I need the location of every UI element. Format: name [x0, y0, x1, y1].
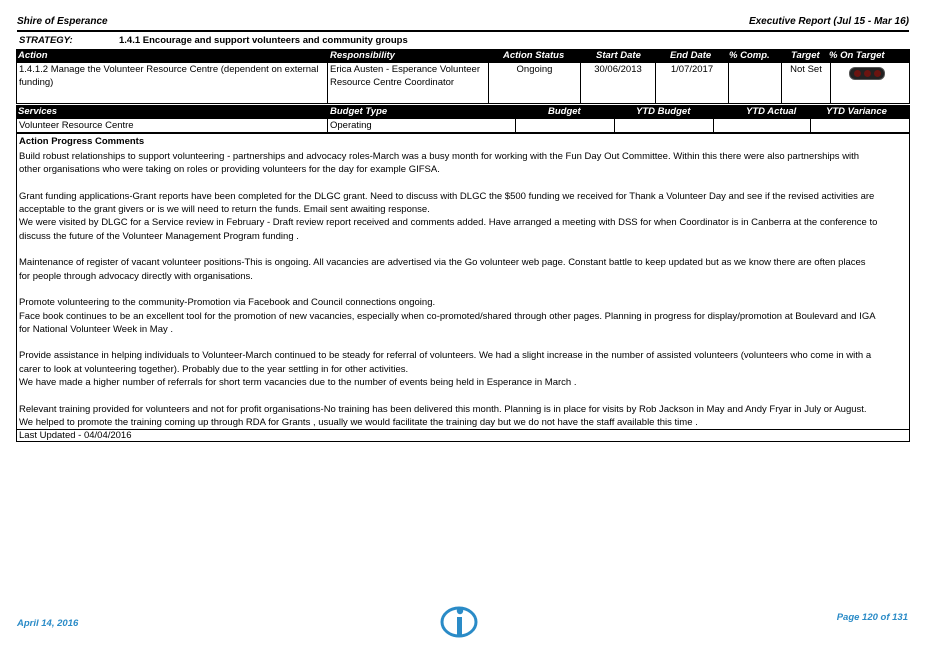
col-budget: Budget	[548, 106, 581, 117]
status-cell: Ongoing	[488, 62, 581, 104]
comment-paragraph: Relevant training provided for volunteers and not for profit organisations-No training has been delivered this month. Planning is in place for visits by Rob Jackson in May and Andy Fryar in July or August. We helped to promote the training coming up through RDA for Grants , usually we would facilitate the training day but we do not have the staff available this time .	[19, 403, 867, 428]
col-ytd-variance: YTD Variance	[826, 106, 887, 117]
report-title: Executive Report (Jul 15 - Mar 16)	[748, 16, 909, 27]
col-responsibility: Responsibility	[330, 50, 395, 61]
col-end: End Date	[670, 50, 712, 61]
action-progress-comments	[16, 133, 910, 442]
light-red-3	[874, 70, 881, 77]
services-cell: Volunteer Resource Centre	[16, 118, 328, 133]
col-on-target: % On Target	[829, 50, 885, 61]
comment-paragraph: Maintenance of register of vacant volunteer positions-This is ongoing. All vacancies are advertised via the Go volunteer web page. Constant battle to keep updated but as we know there are often places for people through advocacy directly with organisations.	[19, 257, 866, 282]
strategy-value: 1.4.1 Encourage and support volunteers and community groups	[119, 35, 408, 46]
comments-body	[19, 150, 879, 429]
col-ytd-budget: YTD Budget	[636, 106, 691, 117]
logo-icon	[439, 603, 479, 639]
comment-paragraph: Grant funding applications-Grant reports have been completed for the DLGC grant. Need to discuss with DLGC the $500 funding we received for Thank a Volunteer Day and see if the revised activities are acceptable to the grant givers or is we will need to return the funds. Email sent awaiting response. We were visited by DLGC for a Service review in February - Draft review report received and comments added. Have arranged a meeting with DSS for when Coordinator is in Canberra at the conference to discuss the future of the Volunteer Management Program funding .	[19, 190, 878, 242]
traffic-light-icon	[849, 67, 885, 80]
strategy-line	[17, 35, 910, 47]
end-date-cell: 1/07/2017	[655, 62, 729, 104]
last-updated: Last Updated - 04/04/2016	[16, 429, 910, 442]
start-date-cell: 30/06/2013	[580, 62, 656, 104]
col-ytd-actual: YTD Actual	[746, 106, 797, 117]
comments-title: Action Progress Comments	[19, 136, 145, 147]
page-header	[17, 16, 909, 32]
footer-page: Page 120 of 131	[836, 612, 908, 623]
ytd-budget-cell	[614, 118, 714, 133]
target-cell: Not Set	[781, 62, 831, 104]
budget-type-cell: Operating	[327, 118, 516, 133]
footer-date: April 14, 2016	[17, 618, 79, 629]
comment-paragraph: Provide assistance in helping individuals to Volunteer-March continued to be steady for referral of volunteers. We had a slight increase in the number of assisted volunteers (volunteers who come in with a carer to look at volunteering together). Probably due to the year settling in for other activities. We have made a higher number of referrals for short term vacancies due to the number of events being held in Esperance in March .	[19, 350, 872, 389]
comment-paragraph: Build robust relationships to support volunteering - partnerships and advocacy roles-March was a busy month for working with the Fun Day Out Committee. Within this there were also partnerships with other organisations who were taking on roles or providing volunteers for the day for example GIFSA.	[19, 151, 860, 176]
ytd-actual-cell	[713, 118, 811, 133]
col-action: Action	[18, 50, 48, 61]
strategy-label: STRATEGY:	[19, 35, 73, 46]
light-red-1	[854, 70, 861, 77]
services-header-bar	[16, 105, 910, 118]
col-target: Target	[791, 50, 820, 61]
col-comp: % Comp.	[729, 50, 770, 61]
ytd-variance-cell	[810, 118, 910, 133]
org-name: Shire of Esperance	[17, 16, 108, 27]
comment-paragraph: Promote volunteering to the community-Promotion via Facebook and Council connections ongoing. Face book continues to be an excellent tool for the promotion of new vacancies, especially when co-promoted/shared through other pages. Planning in progress for display/promotion at Boulevard and IGA for National Volunteer Week in May .	[19, 297, 876, 335]
light-red-2	[864, 70, 871, 77]
col-status: Action Status	[503, 50, 565, 61]
action-cell: 1.4.1.2 Manage the Volunteer Resource Centre (dependent on external funding)	[16, 62, 328, 104]
responsibility-cell: Erica Austen - Esperance Volunteer Resource Centre Coordinator	[327, 62, 489, 104]
col-start: Start Date	[596, 50, 641, 61]
budget-cell	[515, 118, 615, 133]
action-header-bar	[16, 49, 910, 62]
comp-cell	[728, 62, 782, 104]
col-budget-type: Budget Type	[330, 106, 388, 117]
col-services: Services	[18, 106, 58, 117]
